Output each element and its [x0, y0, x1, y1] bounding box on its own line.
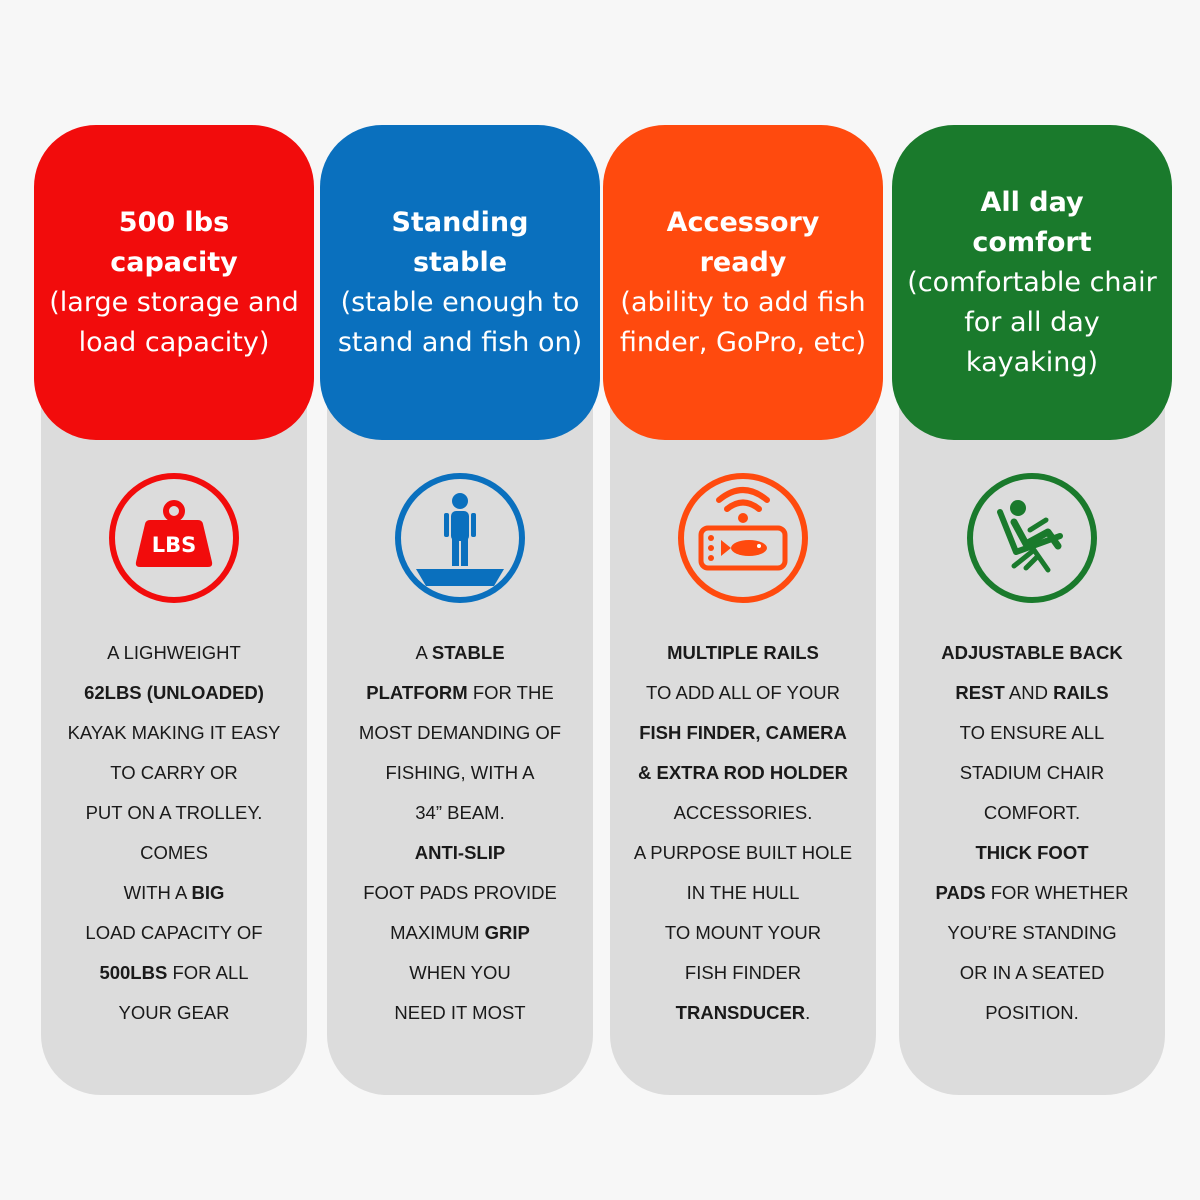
description-line — [41, 873, 307, 913]
description-line — [899, 673, 1165, 713]
description-text: WHEN YOU — [409, 962, 511, 983]
card-description — [899, 633, 1165, 1033]
description-line — [327, 993, 593, 1033]
description-text-bold: 62LBS (UNLOADED) — [84, 682, 264, 703]
description-text-bold: RAILS — [1053, 682, 1109, 703]
description-line — [41, 713, 307, 753]
description-text: IN THE HULL — [686, 882, 800, 903]
description-text: STADIUM CHAIR — [959, 762, 1105, 783]
description-line — [899, 713, 1165, 753]
description-line — [610, 633, 876, 673]
fish-finder-wifi-icon — [675, 470, 811, 606]
description-text: A LIGHWEIGHT — [107, 642, 241, 663]
svg-text:LBS: LBS — [151, 533, 197, 557]
description-text-bold: TRANSDUCER — [675, 1002, 806, 1023]
description-text-bold: & EXTRA ROD HOLDER — [637, 762, 848, 783]
feature-card-stability — [320, 125, 600, 1095]
description-text-bold: FISH FINDER, CAMERA — [639, 722, 847, 743]
description-text: WITH A — [123, 882, 192, 903]
description-text-bold: GRIP — [484, 922, 530, 943]
feature-card-capacity — [34, 125, 314, 1095]
description-line — [610, 953, 876, 993]
card-description — [327, 633, 593, 1033]
description-text: COMES — [140, 842, 208, 863]
card-header — [603, 125, 883, 440]
description-line — [610, 673, 876, 713]
description-line — [327, 753, 593, 793]
description-text-bold: PLATFORM — [366, 682, 468, 703]
description-text: ACCESSORIES. — [673, 802, 813, 823]
description-text: FISH FINDER — [684, 962, 802, 983]
description-text: TO ENSURE ALL — [959, 722, 1105, 743]
description-text: YOUR GEAR — [118, 1002, 230, 1023]
card-title: Standing stable — [391, 206, 529, 278]
description-line — [610, 753, 876, 793]
description-text: 34” BEAM. — [415, 802, 505, 823]
description-text: TO CARRY OR — [110, 762, 238, 783]
description-text: MOST DEMANDING OF — [358, 722, 562, 743]
description-text: KAYAK MAKING IT EASY — [67, 722, 281, 743]
description-line — [899, 793, 1165, 833]
description-text: PUT ON A TROLLEY. — [85, 802, 263, 823]
description-line — [41, 913, 307, 953]
description-line — [899, 913, 1165, 953]
description-line — [41, 793, 307, 833]
card-description — [610, 633, 876, 1033]
description-text-bold: MULTIPLE RAILS — [667, 642, 819, 663]
description-line — [41, 993, 307, 1033]
card-header — [34, 125, 314, 440]
card-header — [320, 125, 600, 440]
description-line — [610, 993, 876, 1033]
description-line — [899, 873, 1165, 913]
description-line — [610, 913, 876, 953]
description-line — [899, 993, 1165, 1033]
description-line — [610, 793, 876, 833]
description-line — [41, 753, 307, 793]
standing-person-icon — [392, 470, 528, 606]
description-text: FOR ALL — [167, 962, 249, 983]
description-text: . — [805, 1002, 811, 1023]
card-subtitle: (comfortable chair for all day kayaking) — [907, 266, 1157, 378]
lbs-weight-icon — [106, 470, 242, 606]
description-line — [610, 713, 876, 753]
description-text-bold: PADS — [935, 882, 986, 903]
description-text: FOR WHETHER — [985, 882, 1129, 903]
description-line — [41, 673, 307, 713]
description-line — [327, 913, 593, 953]
card-title: All day comfort — [972, 186, 1092, 258]
description-text: A — [415, 642, 432, 663]
description-line — [327, 713, 593, 753]
description-text-bold: THICK FOOT — [975, 842, 1089, 863]
feature-card-comfort — [892, 125, 1172, 1095]
description-line — [610, 833, 876, 873]
feature-card-accessory — [603, 125, 883, 1095]
description-line — [41, 833, 307, 873]
description-line — [899, 833, 1165, 873]
description-text: YOU’RE STANDING — [947, 922, 1117, 943]
description-text: NEED IT MOST — [394, 1002, 526, 1023]
description-line — [327, 793, 593, 833]
description-text-bold: ADJUSTABLE BACK — [941, 642, 1123, 663]
description-text: FISHING, WITH A — [385, 762, 535, 783]
description-text: TO MOUNT YOUR — [664, 922, 822, 943]
card-subtitle: (large storage and load capacity) — [49, 286, 299, 358]
description-line — [327, 673, 593, 713]
card-description — [41, 633, 307, 1033]
description-text: OR IN A SEATED — [959, 962, 1105, 983]
description-line — [327, 953, 593, 993]
card-title: Accessory ready — [666, 206, 820, 278]
description-line — [899, 753, 1165, 793]
description-line — [327, 633, 593, 673]
card-subtitle: (ability to add fish finder, GoPro, etc) — [619, 286, 867, 358]
description-line — [610, 873, 876, 913]
description-line — [327, 833, 593, 873]
description-line — [41, 953, 307, 993]
description-text: FOOT PADS PROVIDE — [363, 882, 557, 903]
description-text: COMFORT. — [983, 802, 1081, 823]
card-title: 500 lbs capacity — [110, 206, 238, 278]
description-text: MAXIMUM — [390, 922, 485, 943]
reclining-chair-icon — [964, 470, 1100, 606]
description-text: A PURPOSE BUILT HOLE — [633, 842, 853, 863]
description-text: LOAD CAPACITY OF — [85, 922, 263, 943]
description-line — [899, 953, 1165, 993]
description-text: TO ADD ALL OF YOUR — [646, 682, 840, 703]
card-subtitle: (stable enough to stand and fish on) — [337, 286, 583, 358]
description-text-bold: REST — [955, 682, 1005, 703]
description-line — [899, 633, 1165, 673]
description-text: AND — [1004, 682, 1054, 703]
description-text-bold: BIG — [191, 882, 225, 903]
description-line — [41, 633, 307, 673]
card-header — [892, 125, 1172, 440]
description-text-bold: 500LBS — [99, 962, 168, 983]
description-line — [327, 873, 593, 913]
description-text: FOR THE — [467, 682, 554, 703]
description-text-bold: ANTI-SLIP — [414, 842, 506, 863]
description-text: POSITION. — [985, 1002, 1079, 1023]
description-text-bold: STABLE — [431, 642, 505, 663]
